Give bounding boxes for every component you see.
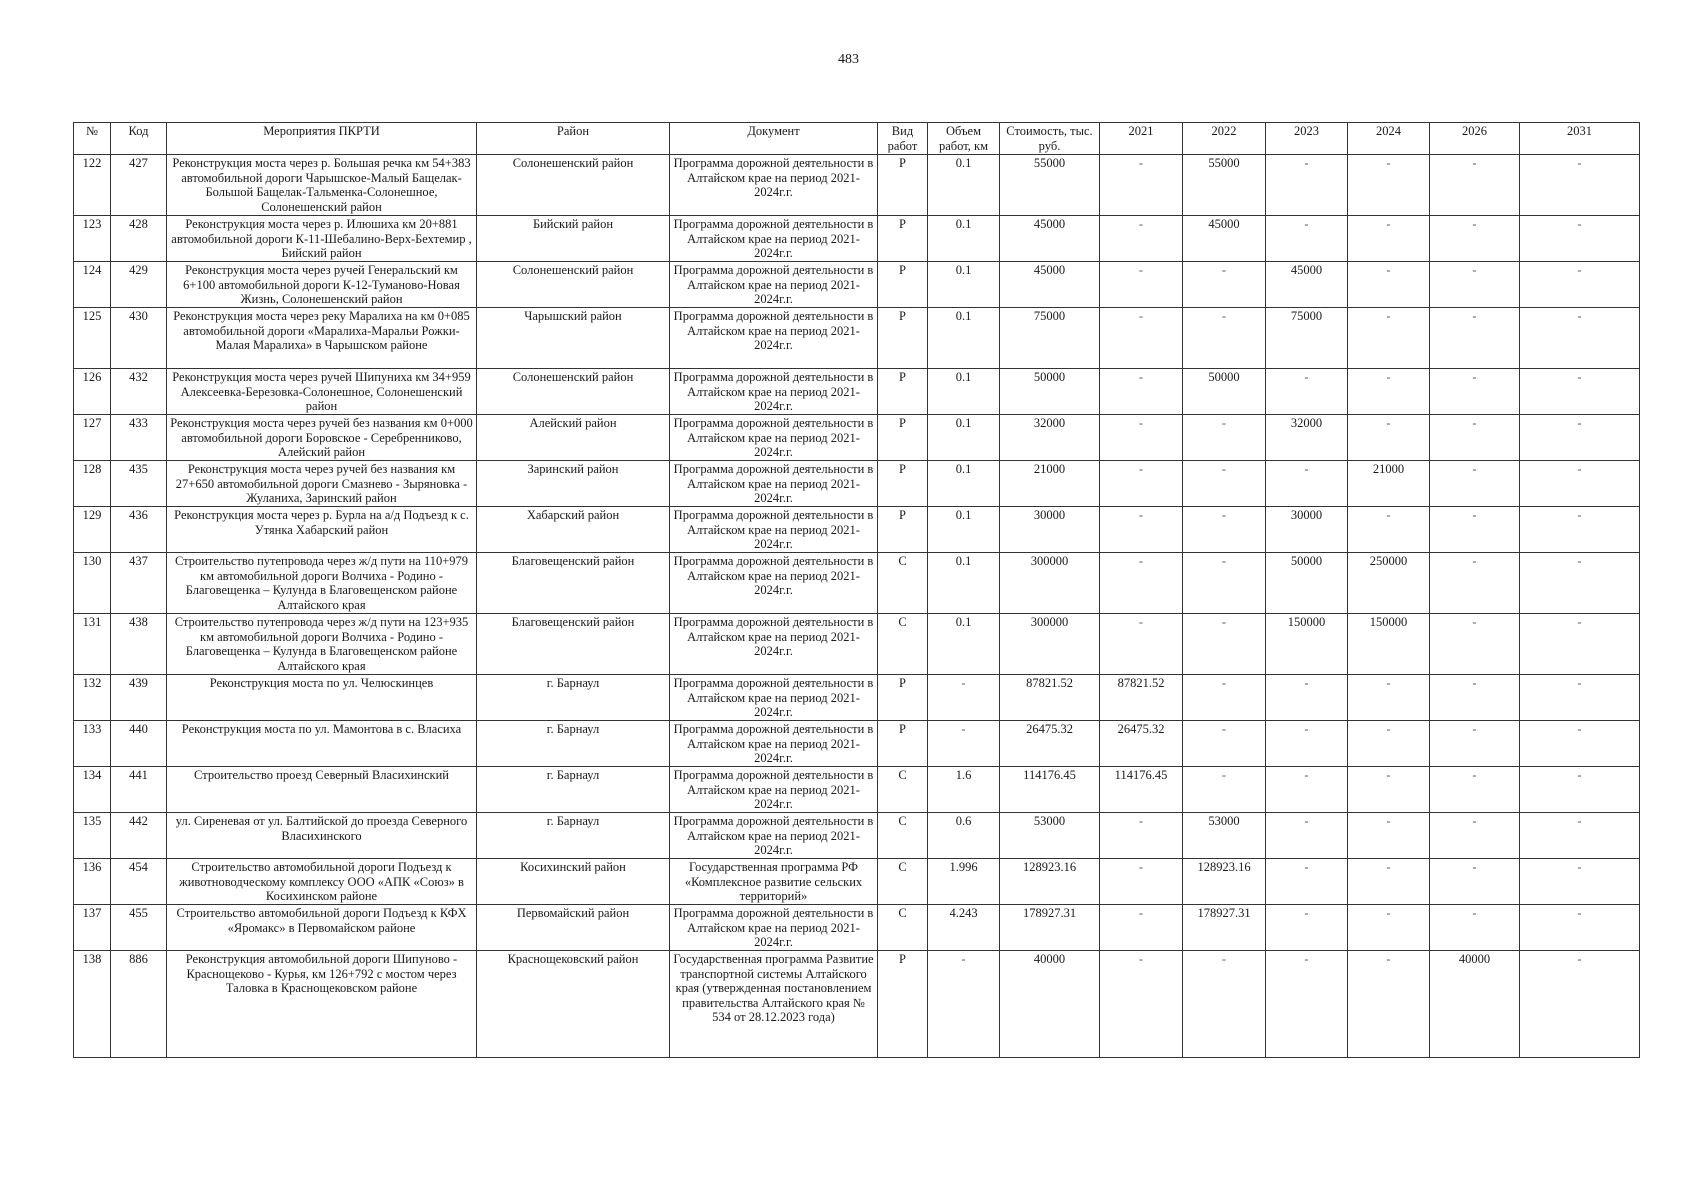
cell-project: Строительство автомобильной дороги Подъезд к КФХ «Яромакс» в Первомайском районе <box>167 905 477 951</box>
cell-2022: - <box>1183 614 1266 675</box>
header-cost: Стоимость, тыс. руб. <box>1000 123 1100 155</box>
cell-2026: - <box>1430 905 1520 951</box>
table-row <box>74 553 1640 614</box>
cell-volume: 0.1 <box>928 216 1000 262</box>
cell-work-type: Р <box>878 369 928 415</box>
header-code: Код <box>111 123 167 155</box>
cell-code: 886 <box>111 951 167 1058</box>
cell-volume: 0.1 <box>928 262 1000 308</box>
header-project: Мероприятия ПКРТИ <box>167 123 477 155</box>
cell-project: Строительство проезд Северный Власихинский <box>167 767 477 813</box>
cell-number: 130 <box>74 553 111 614</box>
cell-2021: 114176.45 <box>1100 767 1183 813</box>
cell-2031: - <box>1520 905 1640 951</box>
cell-2026: - <box>1430 415 1520 461</box>
cell-project: Реконструкция моста через р. Большая речка км 54+383 автомобильной дороги Чарышское-Малый Бащелак-Большой Бащелак-Тальменка-Солонешное, Солонешенский район <box>167 155 477 216</box>
header-2031: 2031 <box>1520 123 1640 155</box>
cell-2026: - <box>1430 859 1520 905</box>
header-2021: 2021 <box>1100 123 1183 155</box>
cell-code: 429 <box>111 262 167 308</box>
cell-project: Реконструкция автомобильной дороги Шипуново - Краснощеково - Курья, км 126+792 с мостом через Таловка в Краснощековском районе <box>167 951 477 1058</box>
cell-2024: - <box>1348 507 1430 553</box>
cell-code: 440 <box>111 721 167 767</box>
cell-2024: - <box>1348 675 1430 721</box>
cell-2026: - <box>1430 216 1520 262</box>
cell-district: г. Барнаул <box>477 813 670 859</box>
cell-2024: 21000 <box>1348 461 1430 507</box>
cell-cost: 53000 <box>1000 813 1100 859</box>
cell-2021: - <box>1100 859 1183 905</box>
cell-volume: 0.1 <box>928 461 1000 507</box>
cell-work-type: Р <box>878 262 928 308</box>
cell-district: Хабарский район <box>477 507 670 553</box>
projects-table <box>73 122 1640 1058</box>
cell-document: Государственная программа Развитие транспортной системы Алтайского края (утвержденная постановлением правительства Алтайского края № 534 от 28.12.2023 года) <box>670 951 878 1058</box>
cell-project: Строительство путепровода через ж/д пути на 123+935 км автомобильной дороги Волчиха - Родино - Благовещенка – Кулунда в Благовещенском районе Алтайского края <box>167 614 477 675</box>
table-row <box>74 721 1640 767</box>
cell-2031: - <box>1520 262 1640 308</box>
cell-number: 125 <box>74 308 111 369</box>
table-row <box>74 155 1640 216</box>
cell-district: г. Барнаул <box>477 675 670 721</box>
header-document: Документ <box>670 123 878 155</box>
cell-volume: 0.1 <box>928 369 1000 415</box>
cell-project: ул. Сиреневая от ул. Балтийской до проезда Северного Власихинского <box>167 813 477 859</box>
cell-project: Реконструкция моста через р. Илюшиха км 20+881 автомобильной дороги К-11-Шебалино-Верх-Бехтемир , Бийский район <box>167 216 477 262</box>
cell-district: Солонешенский район <box>477 369 670 415</box>
cell-2023: - <box>1266 951 1348 1058</box>
cell-2021: - <box>1100 951 1183 1058</box>
cell-code: 433 <box>111 415 167 461</box>
table-row <box>74 369 1640 415</box>
cell-volume: - <box>928 721 1000 767</box>
cell-cost: 45000 <box>1000 262 1100 308</box>
table-row <box>74 614 1640 675</box>
table-row <box>74 905 1640 951</box>
cell-cost: 45000 <box>1000 216 1100 262</box>
cell-work-type: С <box>878 813 928 859</box>
header-row <box>74 123 1640 155</box>
cell-number: 137 <box>74 905 111 951</box>
table-row <box>74 262 1640 308</box>
cell-2024: - <box>1348 262 1430 308</box>
cell-number: 136 <box>74 859 111 905</box>
cell-code: 435 <box>111 461 167 507</box>
cell-2023: 32000 <box>1266 415 1348 461</box>
cell-work-type: С <box>878 553 928 614</box>
cell-number: 123 <box>74 216 111 262</box>
table-row <box>74 216 1640 262</box>
cell-project: Реконструкция моста через ручей Шипуниха км 34+959 Алексеевка-Березовка-Солонешное, Солонешенский район <box>167 369 477 415</box>
cell-district: Благовещенский район <box>477 614 670 675</box>
cell-2031: - <box>1520 308 1640 369</box>
cell-volume: 0.1 <box>928 553 1000 614</box>
cell-2026: - <box>1430 461 1520 507</box>
cell-2023: - <box>1266 216 1348 262</box>
header-district: Район <box>477 123 670 155</box>
table-row <box>74 813 1640 859</box>
cell-2031: - <box>1520 767 1640 813</box>
cell-2022: - <box>1183 262 1266 308</box>
cell-code: 428 <box>111 216 167 262</box>
cell-2023: - <box>1266 721 1348 767</box>
cell-district: Первомайский район <box>477 905 670 951</box>
cell-document: Программа дорожной деятельности в Алтайском крае на период 2021-2024г.г. <box>670 415 878 461</box>
header-2024: 2024 <box>1348 123 1430 155</box>
cell-2021: - <box>1100 308 1183 369</box>
table-row <box>74 308 1640 369</box>
cell-2024: - <box>1348 813 1430 859</box>
cell-project: Реконструкция моста через р. Бурла на а/д Подъезд к с. Утянка Хабарский район <box>167 507 477 553</box>
cell-2026: - <box>1430 614 1520 675</box>
cell-cost: 30000 <box>1000 507 1100 553</box>
cell-2021: - <box>1100 614 1183 675</box>
cell-document: Программа дорожной деятельности в Алтайском крае на период 2021-2024г.г. <box>670 553 878 614</box>
cell-2024: - <box>1348 721 1430 767</box>
cell-document: Программа дорожной деятельности в Алтайском крае на период 2021-2024г.г. <box>670 369 878 415</box>
cell-cost: 300000 <box>1000 614 1100 675</box>
cell-2022: - <box>1183 553 1266 614</box>
cell-2024: - <box>1348 216 1430 262</box>
cell-document: Программа дорожной деятельности в Алтайском крае на период 2021-2024г.г. <box>670 216 878 262</box>
cell-project: Реконструкция моста через ручей без названия км 27+650 автомобильной дороги Смазнево - Зыряновка - Жуланиха, Заринский район <box>167 461 477 507</box>
cell-district: Благовещенский район <box>477 553 670 614</box>
cell-2021: - <box>1100 216 1183 262</box>
cell-work-type: Р <box>878 675 928 721</box>
cell-2022: - <box>1183 951 1266 1058</box>
cell-document: Программа дорожной деятельности в Алтайском крае на период 2021-2024г.г. <box>670 813 878 859</box>
cell-district: Бийский район <box>477 216 670 262</box>
cell-2022: - <box>1183 461 1266 507</box>
cell-2024: - <box>1348 155 1430 216</box>
header-number: № <box>74 123 111 155</box>
table-row <box>74 415 1640 461</box>
cell-district: Чарышский район <box>477 308 670 369</box>
cell-2023: - <box>1266 675 1348 721</box>
cell-volume: - <box>928 675 1000 721</box>
cell-code: 437 <box>111 553 167 614</box>
cell-2024: - <box>1348 308 1430 369</box>
cell-2031: - <box>1520 813 1640 859</box>
cell-district: Косихинский район <box>477 859 670 905</box>
cell-work-type: С <box>878 767 928 813</box>
cell-2023: 150000 <box>1266 614 1348 675</box>
cell-2022: 45000 <box>1183 216 1266 262</box>
cell-code: 455 <box>111 905 167 951</box>
cell-2022: - <box>1183 767 1266 813</box>
cell-document: Программа дорожной деятельности в Алтайском крае на период 2021-2024г.г. <box>670 614 878 675</box>
cell-2024: - <box>1348 767 1430 813</box>
cell-volume: - <box>928 951 1000 1058</box>
cell-number: 131 <box>74 614 111 675</box>
cell-2021: - <box>1100 155 1183 216</box>
cell-document: Программа дорожной деятельности в Алтайском крае на период 2021-2024г.г. <box>670 308 878 369</box>
cell-code: 432 <box>111 369 167 415</box>
cell-2031: - <box>1520 507 1640 553</box>
cell-2024: - <box>1348 859 1430 905</box>
cell-work-type: Р <box>878 216 928 262</box>
cell-2022: - <box>1183 675 1266 721</box>
cell-2026: - <box>1430 262 1520 308</box>
cell-work-type: Р <box>878 308 928 369</box>
cell-work-type: Р <box>878 461 928 507</box>
cell-2022: 55000 <box>1183 155 1266 216</box>
cell-work-type: Р <box>878 721 928 767</box>
cell-2023: - <box>1266 767 1348 813</box>
cell-number: 122 <box>74 155 111 216</box>
cell-work-type: Р <box>878 507 928 553</box>
cell-number: 129 <box>74 507 111 553</box>
cell-work-type: Р <box>878 415 928 461</box>
cell-2023: - <box>1266 859 1348 905</box>
cell-volume: 4.243 <box>928 905 1000 951</box>
cell-volume: 0.1 <box>928 415 1000 461</box>
cell-volume: 0.1 <box>928 155 1000 216</box>
cell-2031: - <box>1520 155 1640 216</box>
cell-cost: 32000 <box>1000 415 1100 461</box>
header-2022: 2022 <box>1183 123 1266 155</box>
cell-2024: - <box>1348 369 1430 415</box>
header-2026: 2026 <box>1430 123 1520 155</box>
header-2023: 2023 <box>1266 123 1348 155</box>
cell-2022: 128923.16 <box>1183 859 1266 905</box>
cell-2024: 250000 <box>1348 553 1430 614</box>
cell-2031: - <box>1520 859 1640 905</box>
cell-project: Реконструкция моста по ул. Мамонтова в с. Власиха <box>167 721 477 767</box>
cell-code: 442 <box>111 813 167 859</box>
cell-cost: 178927.31 <box>1000 905 1100 951</box>
cell-number: 133 <box>74 721 111 767</box>
cell-2023: 50000 <box>1266 553 1348 614</box>
cell-district: г. Барнаул <box>477 721 670 767</box>
cell-2022: - <box>1183 308 1266 369</box>
cell-2031: - <box>1520 614 1640 675</box>
cell-code: 436 <box>111 507 167 553</box>
cell-2026: - <box>1430 767 1520 813</box>
cell-number: 135 <box>74 813 111 859</box>
cell-2031: - <box>1520 415 1640 461</box>
cell-document: Программа дорожной деятельности в Алтайском крае на период 2021-2024г.г. <box>670 461 878 507</box>
cell-number: 128 <box>74 461 111 507</box>
cell-2026: - <box>1430 507 1520 553</box>
table-row <box>74 859 1640 905</box>
cell-work-type: С <box>878 614 928 675</box>
cell-2031: - <box>1520 369 1640 415</box>
cell-document: Программа дорожной деятельности в Алтайском крае на период 2021-2024г.г. <box>670 675 878 721</box>
cell-2022: 53000 <box>1183 813 1266 859</box>
cell-work-type: С <box>878 859 928 905</box>
cell-2024: - <box>1348 905 1430 951</box>
cell-cost: 75000 <box>1000 308 1100 369</box>
cell-2021: - <box>1100 369 1183 415</box>
cell-volume: 0.1 <box>928 507 1000 553</box>
cell-code: 427 <box>111 155 167 216</box>
cell-project: Реконструкция моста через реку Маралиха на км 0+085 автомобильной дороги «Маралиха-Маральи Рожки-Малая Маралиха» в Чарышском районе <box>167 308 477 369</box>
cell-2026: - <box>1430 553 1520 614</box>
cell-2024: - <box>1348 415 1430 461</box>
cell-code: 441 <box>111 767 167 813</box>
cell-2022: - <box>1183 507 1266 553</box>
cell-code: 454 <box>111 859 167 905</box>
cell-cost: 55000 <box>1000 155 1100 216</box>
cell-2026: - <box>1430 308 1520 369</box>
cell-project: Строительство путепровода через ж/д пути на 110+979 км автомобильной дороги Волчиха - Родино - Благовещенка – Кулунда в Благовещенском районе Алтайского края <box>167 553 477 614</box>
cell-project: Строительство автомобильной дороги Подъезд к животноводческому комплексу ООО «АПК «Союз» в Косихинском районе <box>167 859 477 905</box>
cell-work-type: Р <box>878 155 928 216</box>
cell-number: 126 <box>74 369 111 415</box>
cell-code: 438 <box>111 614 167 675</box>
cell-2021: - <box>1100 507 1183 553</box>
cell-2023: 30000 <box>1266 507 1348 553</box>
cell-document: Государственная программа РФ «Комплексное развитие сельских территорий» <box>670 859 878 905</box>
cell-document: Программа дорожной деятельности в Алтайском крае на период 2021-2024г.г. <box>670 262 878 308</box>
page-number: 483 <box>838 52 859 67</box>
cell-2021: - <box>1100 905 1183 951</box>
cell-cost: 128923.16 <box>1000 859 1100 905</box>
cell-work-type: Р <box>878 951 928 1058</box>
table-row <box>74 767 1640 813</box>
cell-2023: - <box>1266 369 1348 415</box>
cell-2021: - <box>1100 262 1183 308</box>
header-volume: Объем работ, км <box>928 123 1000 155</box>
cell-2023: 75000 <box>1266 308 1348 369</box>
cell-2024: - <box>1348 951 1430 1058</box>
cell-district: Краснощековский район <box>477 951 670 1058</box>
cell-2031: - <box>1520 675 1640 721</box>
cell-2026: - <box>1430 155 1520 216</box>
cell-2022: 50000 <box>1183 369 1266 415</box>
cell-2023: - <box>1266 813 1348 859</box>
cell-district: Солонешенский район <box>477 155 670 216</box>
cell-cost: 50000 <box>1000 369 1100 415</box>
cell-volume: 0.1 <box>928 308 1000 369</box>
cell-2026: - <box>1430 813 1520 859</box>
cell-2021: 26475.32 <box>1100 721 1183 767</box>
cell-cost: 114176.45 <box>1000 767 1100 813</box>
cell-2023: - <box>1266 155 1348 216</box>
cell-2021: - <box>1100 813 1183 859</box>
table-row <box>74 461 1640 507</box>
table-row <box>74 951 1640 1058</box>
cell-2031: - <box>1520 721 1640 767</box>
cell-cost: 26475.32 <box>1000 721 1100 767</box>
cell-code: 430 <box>111 308 167 369</box>
header-work-type: Вид работ <box>878 123 928 155</box>
table-body <box>74 155 1640 1058</box>
cell-cost: 21000 <box>1000 461 1100 507</box>
cell-2021: - <box>1100 553 1183 614</box>
cell-2026: - <box>1430 675 1520 721</box>
cell-2023: - <box>1266 905 1348 951</box>
cell-2021: - <box>1100 415 1183 461</box>
cell-volume: 1.6 <box>928 767 1000 813</box>
cell-2022: - <box>1183 415 1266 461</box>
cell-code: 439 <box>111 675 167 721</box>
cell-2026: - <box>1430 369 1520 415</box>
cell-2026: 40000 <box>1430 951 1520 1058</box>
cell-document: Программа дорожной деятельности в Алтайском крае на период 2021-2024г.г. <box>670 155 878 216</box>
cell-project: Реконструкция моста через ручей Генеральский км 6+100 автомобильной дороги К-12-Туманово-Новая Жизнь, Солонешенский район <box>167 262 477 308</box>
cell-document: Программа дорожной деятельности в Алтайском крае на период 2021-2024г.г. <box>670 721 878 767</box>
cell-volume: 0.6 <box>928 813 1000 859</box>
cell-2031: - <box>1520 216 1640 262</box>
cell-2021: - <box>1100 461 1183 507</box>
cell-work-type: С <box>878 905 928 951</box>
cell-number: 127 <box>74 415 111 461</box>
table-row <box>74 507 1640 553</box>
cell-number: 132 <box>74 675 111 721</box>
cell-2023: - <box>1266 461 1348 507</box>
cell-volume: 1.996 <box>928 859 1000 905</box>
cell-2026: - <box>1430 721 1520 767</box>
cell-project: Реконструкция моста по ул. Челюскинцев <box>167 675 477 721</box>
cell-cost: 40000 <box>1000 951 1100 1058</box>
cell-district: Солонешенский район <box>477 262 670 308</box>
cell-2021: 87821.52 <box>1100 675 1183 721</box>
cell-district: Алейский район <box>477 415 670 461</box>
cell-document: Программа дорожной деятельности в Алтайском крае на период 2021-2024г.г. <box>670 905 878 951</box>
cell-document: Программа дорожной деятельности в Алтайском крае на период 2021-2024г.г. <box>670 507 878 553</box>
cell-2031: - <box>1520 951 1640 1058</box>
cell-district: г. Барнаул <box>477 767 670 813</box>
cell-cost: 87821.52 <box>1000 675 1100 721</box>
cell-2031: - <box>1520 461 1640 507</box>
cell-2024: 150000 <box>1348 614 1430 675</box>
cell-number: 138 <box>74 951 111 1058</box>
cell-project: Реконструкция моста через ручей без названия км 0+000 автомобильной дороги Боровское - Серебренниково, Алейский район <box>167 415 477 461</box>
cell-2031: - <box>1520 553 1640 614</box>
cell-2023: 45000 <box>1266 262 1348 308</box>
cell-district: Заринский район <box>477 461 670 507</box>
cell-document: Программа дорожной деятельности в Алтайском крае на период 2021-2024г.г. <box>670 767 878 813</box>
cell-cost: 300000 <box>1000 553 1100 614</box>
cell-number: 134 <box>74 767 111 813</box>
cell-volume: 0.1 <box>928 614 1000 675</box>
cell-2022: - <box>1183 721 1266 767</box>
table-row <box>74 675 1640 721</box>
cell-2022: 178927.31 <box>1183 905 1266 951</box>
cell-number: 124 <box>74 262 111 308</box>
